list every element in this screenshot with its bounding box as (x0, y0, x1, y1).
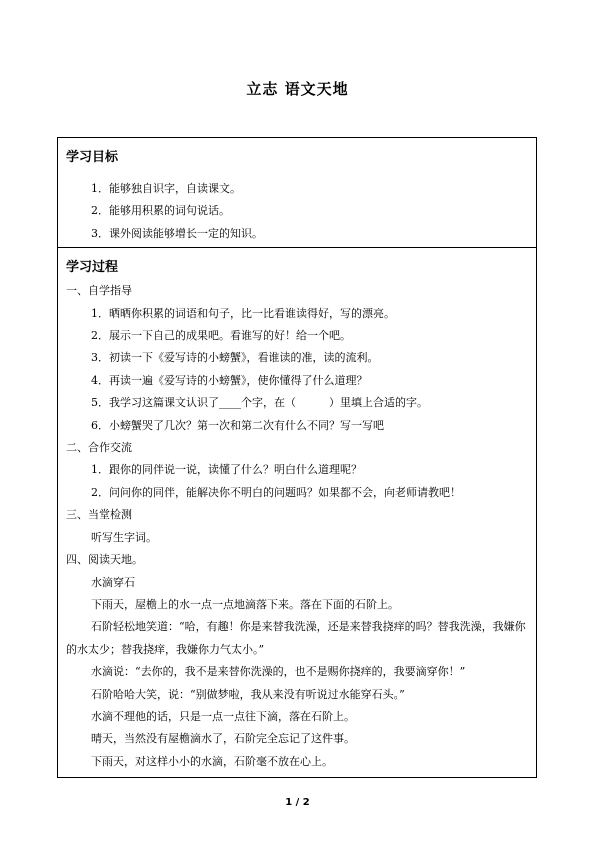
page-title: 立志 语文天地 (246, 80, 349, 98)
lesson-table (57, 137, 537, 778)
story-paragraph: 晴天，当然没有屋檐滴水了，石阶完全忘记了这件事。 (91, 732, 355, 746)
story-paragraph: 水滴不理他的话，只是一点一点往下滴，落在石阶上。 (91, 709, 355, 723)
cooperation-item: 2．问问你的同伴，能解决你不明白的问题吗？如果都不会，向老师请教吧！ (91, 485, 461, 499)
learning-goals-heading: 学习目标 (66, 150, 119, 165)
reading-heading: 四、阅读天地。 (66, 553, 143, 567)
story-paragraph: 石阶轻松地笑道：“哈，有趣！你是来替我洗澡，还是来替我挠痒的吗？替我洗澡，我嫌你的水太少；替我挠痒，我嫌你力气太小。” (66, 620, 526, 656)
self-study-item: 1．晒晒你积累的词语和句子，比一比看谁读得好，写的漂亮。 (91, 306, 395, 320)
classroom-test-heading: 三、当堂检测 (66, 508, 132, 522)
learning-goals-section (58, 138, 536, 247)
story-paragraph: 下雨天，屋檐上的水一点一点地滴落下来。落在下面的石阶上。 (91, 597, 399, 611)
learning-process-heading: 学习过程 (66, 260, 119, 276)
goal-item: 1．能够独自识字，自读课文。 (91, 182, 241, 195)
goal-item: 2．能够用积累的词句说话。 (91, 204, 230, 218)
self-study-item: 5．我学习这篇课文认识了____个字，在（ ）里填上合适的字。 (91, 396, 428, 410)
story-paragraph: 水滴说：“去你的，我不是来替你洗澡的，也不是赐你挠痒的，我要滴穿你！” (91, 665, 466, 679)
self-study-item: 4．再读一遍《爱写诗的小螃蟹》，使你懂得了什么道理？ (91, 373, 368, 387)
goal-item: 3．课外阅读能够增长一定的知识。 (91, 226, 263, 240)
self-study-heading: 一、自学指导 (66, 284, 132, 298)
cooperation-item: 1．跟你的同伴说一说，读懂了什么？明白什么道理呢？ (91, 463, 362, 477)
self-study-item: 2．展示一下自己的成果吧。看谁写的好！给一个吧。 (91, 329, 351, 343)
cooperation-heading: 二、合作交流 (66, 441, 132, 455)
learning-process-section (58, 247, 536, 777)
self-study-item: 6．小螃蟹哭了几次？第一次和第二次有什么不同？写一写吧 (91, 418, 384, 432)
story-title: 水滴穿石 (91, 575, 135, 589)
classroom-test-item: 听写生字词。 (91, 530, 157, 544)
page-number: 1 / 2 (285, 797, 310, 808)
story-paragraph: 下雨天，对这样小小的水滴，石阶毫不放在心上。 (91, 754, 333, 768)
self-study-item: 3．初读一下《爱写诗的小螃蟹》，看谁读的准，读的流利。 (91, 351, 379, 365)
story-paragraph: 石阶哈哈大笑，说：“别做梦啦，我从来没有听说过水能穿石头。” (91, 687, 405, 701)
